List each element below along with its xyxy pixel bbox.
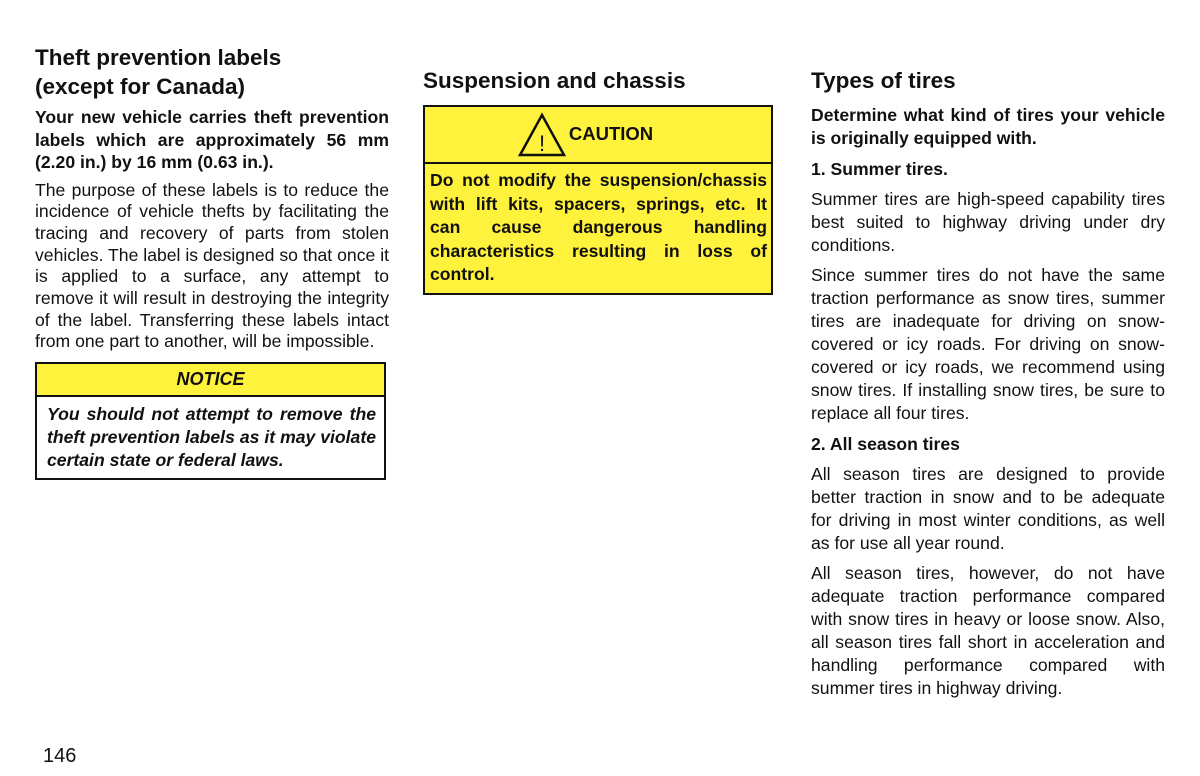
lead-paragraph: Determine what kind of tires your vehicle is originally equipped with. <box>811 105 1165 148</box>
page-number: 146 <box>43 745 77 767</box>
summer-tires-paragraph-1: Summer tires are high-speed capability tires best suited to highway driving under dry conditions. <box>811 189 1165 255</box>
all-season-tires-heading: 2. All season tires <box>811 434 960 454</box>
section-title: Types of tires <box>811 68 956 93</box>
warning-triangle-icon <box>517 112 569 158</box>
notice-box <box>35 362 386 480</box>
lead-paragraph: Your new vehicle carries theft prevention labels which are approximately 56 mm (2.20 in.) by 16 mm (0.63 in.). <box>35 107 389 172</box>
tire-types-section <box>811 0 1165 700</box>
summer-tires-paragraph-2: Since summer tires do not have the same traction performance as snow tires, summer tires are inadequate for driving on snow-covered or icy roads. For driving on snow-covered or icy roads, we recommend using snow tires. If installing snow tires, be sure to replace all four tires. <box>811 265 1165 423</box>
caution-text: Do not modify the suspension/chassis with lift kits, spacers, springs, etc. It can cause dangerous handling characteristics resulting in loss of control. <box>430 170 767 284</box>
all-season-tires-paragraph-2: All season tires, however, do not have adequate traction performance compared with snow tires in heavy or loose snow. Also, all season tires fall short in acceleration and handling performance compared with summer tires in highway driving. <box>811 563 1165 698</box>
caution-header <box>425 107 771 164</box>
section-title <box>35 0 389 101</box>
body-paragraph: The purpose of these labels is to reduce the incidence of vehicle thefts by facilitating the tracing and recovery of parts from stolen vehicles. The label is designed so that once it is applied to a surface, any attempt to remove it will result in destroying the integrity of the label. Transferring these labels intact from one part to another, will be impossible. <box>35 179 389 352</box>
svg-text:!: ! <box>538 130 545 156</box>
summer-tires-heading: 1. Summer tires. <box>811 159 948 179</box>
all-season-tires-paragraph-1: All season tires are designed to provide better traction in snow and to be adequate for driving in most winter conditions, as well as for use all year round. <box>811 464 1165 553</box>
caution-box <box>423 105 773 295</box>
notice-label: NOTICE <box>37 364 384 397</box>
title-line-1: Theft prevention labels <box>35 45 282 70</box>
section-title: Suspension and chassis <box>423 68 686 93</box>
suspension-section <box>423 0 773 295</box>
title-line-2: (except for Canada) <box>35 74 246 99</box>
theft-labels-section <box>35 0 389 480</box>
notice-text: You should not attempt to remove the theft prevention labels as it may violate certain state or federal laws. <box>47 404 376 471</box>
caution-label: CAUTION <box>568 122 654 144</box>
